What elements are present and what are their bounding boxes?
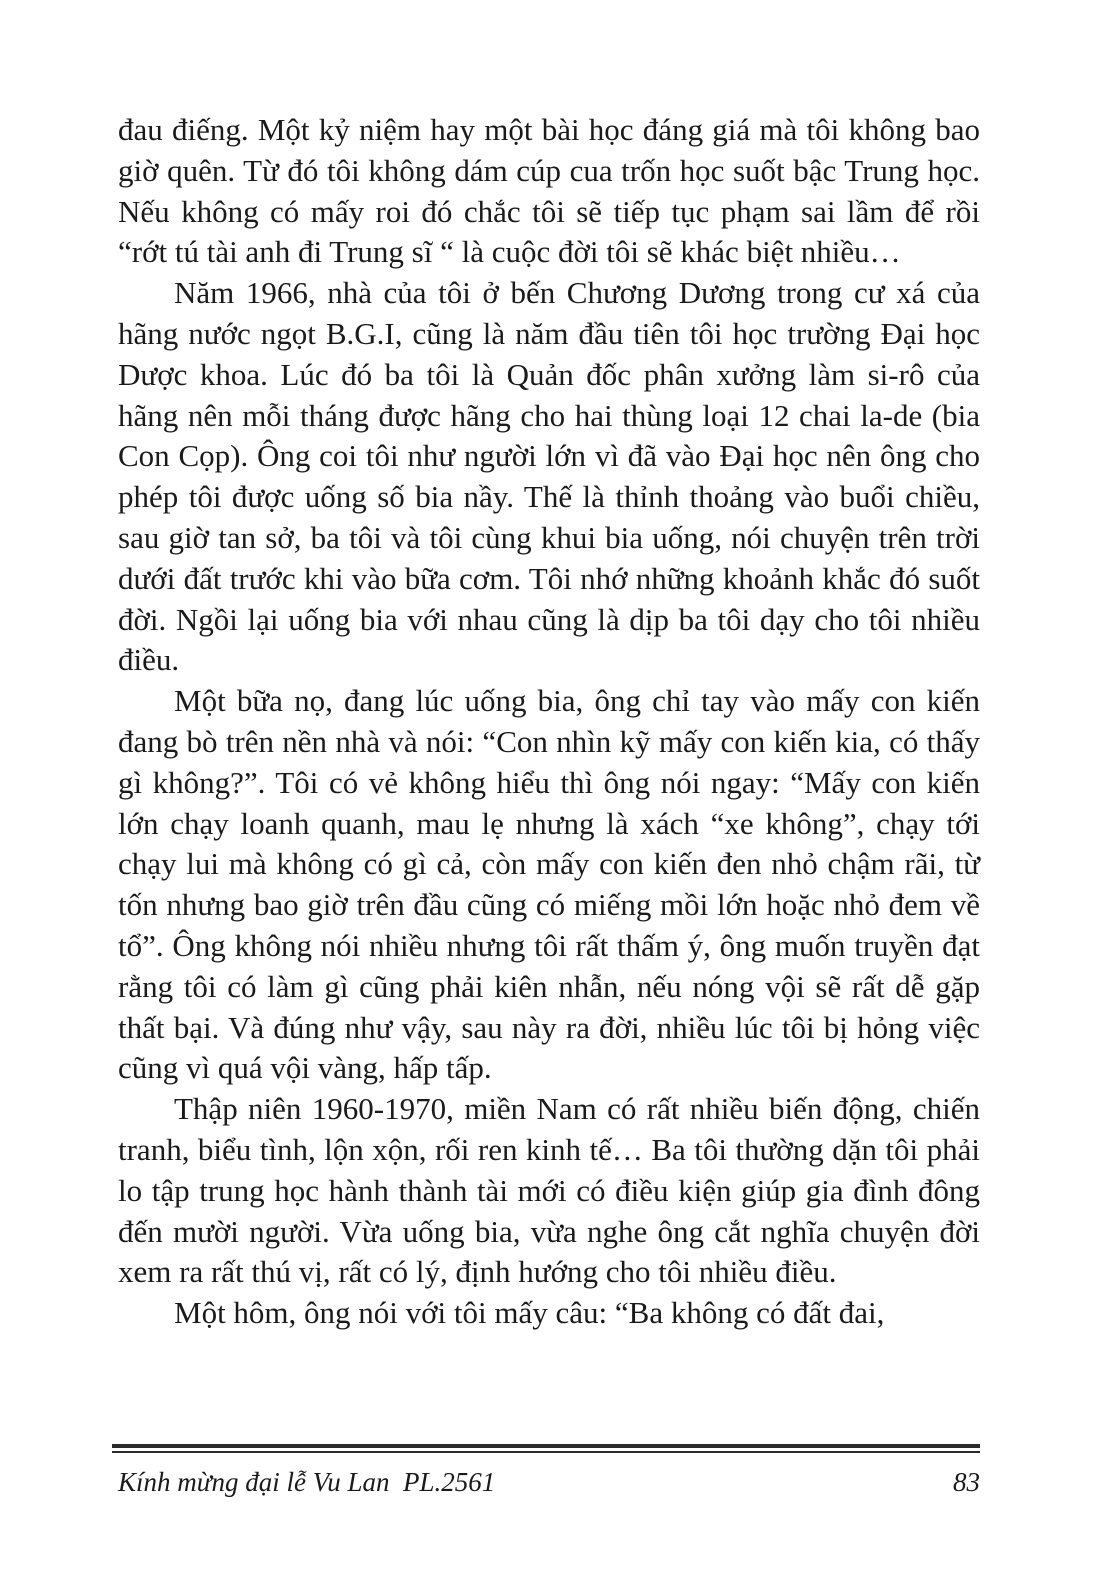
- page-footer: [118, 1462, 980, 1502]
- paragraph: Thập niên 1960-1970, miền Nam có rất nhiều biến động, chiến tranh, biểu tình, lộn xộn, rối ren kinh tế… Ba tôi thường dặn tôi phải lo tập trung học hành thành tài mới có điều kiện giúp gia đình đông đến mười người. Vừa uống bia, vừa nghe ông cắt nghĩa chuyện đời xem ra rất thú vị, rất có lý, định hướng cho tôi nhiều điều.: [118, 1091, 980, 1290]
- running-footer-title: Kính mừng đại lễ Vu Lan PL.2561: [118, 1467, 496, 1497]
- page-number: 83: [953, 1467, 980, 1497]
- paragraph: Một bữa nọ, đang lúc uống bia, ông chỉ tay vào mấy con kiến đang bò trên nền nhà và nói: “Con nhìn kỹ mấy con kiến kia, có thấy gì không?”. Tôi có vẻ không hiểu thì ông nói ngay: “Mấy con kiến lớn chạy loanh quanh, mau lẹ nhưng là xách “xe không”, chạy tới chạy lui mà không có gì cả, còn mấy con kiến đen nhỏ chậm rãi, từ tốn nhưng bao giờ trên đầu cũng có miếng mồi lớn hoặc nhỏ đem về tổ”. Ông không nói nhiều nhưng tôi rất thấm ý, ông muốn truyền đạt rằng tôi có làm gì cũng phải kiên nhẫn, nếu nóng vội sẽ rất dễ gặp thất bại. Và đúng như vậy, sau này ra đời, nhiều lúc tôi bị hỏng việc cũng vì quá vội vàng, hấp tấp.: [118, 683, 980, 1086]
- body-text: [118, 110, 980, 1334]
- paragraph-continuation: đau điếng. Một kỷ niệm hay một bài học đáng giá mà tôi không bao giờ quên. Từ đó tôi không dám cúp cua trốn học suốt bậc Trung học. Nếu không có mấy roi đó chắc tôi sẽ tiếp tục phạm sai lầm để rồi “rớt tú tài anh đi Trung sĩ “ là cuộc đời tôi sẽ khác biệt nhiều…: [118, 112, 980, 270]
- paragraph: Một hôm, ông nói với tôi mấy câu: “Ba không có đất đai,: [174, 1295, 885, 1331]
- paragraph: Năm 1966, nhà của tôi ở bến Chương Dương trong cư xá của hãng nước ngọt B.G.I, cũng là năm đầu tiên tôi học trường Đại học Dược khoa. Lúc đó ba tôi là Quản đốc phân xưởng làm si-rô của hãng nên mỗi tháng được hãng cho hai thùng loại 12 chai la-de (bia Con Cọp). Ông coi tôi như người lớn vì đã vào Đại học nên ông cho phép tôi được uống số bia nầy. Thế là thỉnh thoảng vào buổi chiều, sau giờ tan sở, ba tôi và tôi cùng khui bia uống, nói chuyện trên trời dưới đất trước khi vào bữa cơm. Tôi nhớ những khoảnh khắc đó suốt đời. Ngồi lại uống bia với nhau cũng là dịp ba tôi dạy cho tôi nhiều điều.: [118, 275, 980, 678]
- footer-divider-thick: [112, 1444, 980, 1448]
- footer-divider-thin: [112, 1451, 980, 1453]
